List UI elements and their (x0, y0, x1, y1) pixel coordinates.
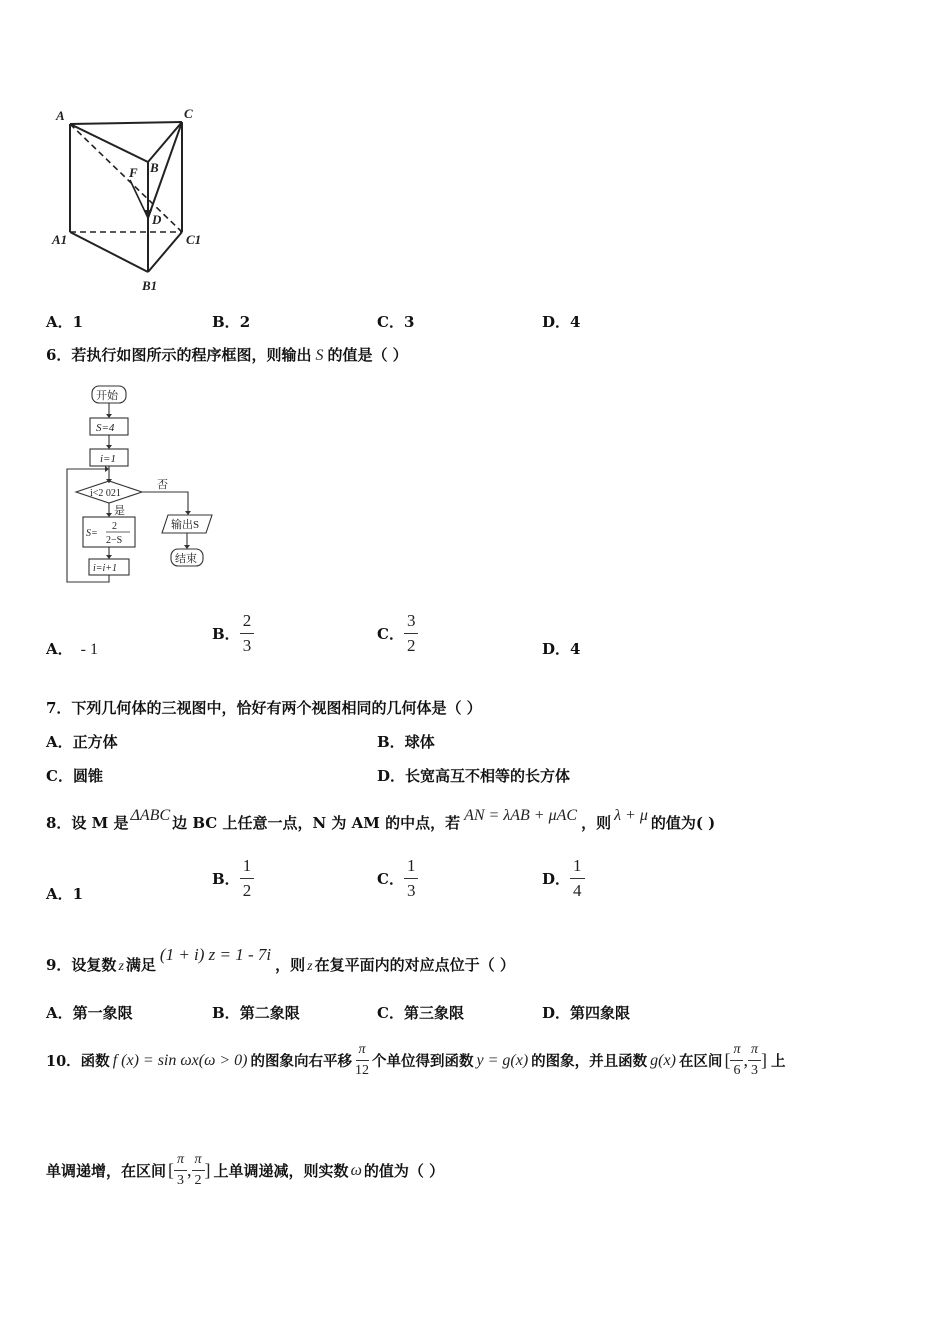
fc-no-text: 否 (157, 479, 168, 491)
q6-frac-b: $\frac{2}{3}$ (240, 611, 255, 655)
fc-incr-text: i=i+1 (93, 563, 118, 574)
label-c: C (184, 106, 193, 121)
q9-option-d[interactable]: D．第四象限 (542, 1004, 631, 1022)
fc-output-text: 输出S (171, 519, 200, 531)
fc-init-s-text: S=4 (96, 422, 115, 434)
q7-option-a[interactable]: A．正方体 (46, 733, 118, 751)
fc-cond-text: i<2 021 (90, 488, 121, 499)
fc-assign-lhs: S= (86, 528, 98, 539)
arrow-head-d (144, 210, 152, 220)
label-a: A (56, 108, 65, 123)
q6-option-d[interactable]: D．4 (542, 640, 581, 658)
fc-end-text: 结束 (175, 553, 197, 565)
q5-option-a[interactable]: A．1 (46, 313, 84, 331)
fc-yes-text: 是 (114, 505, 125, 517)
q10-stem-line1: 10．函数 f (x) = sin ωx(ω > 0) 的图象向右平移 $\frac{\pi}{12}$ 个单位得到函数 y = g(x) 的图象，并且函数 g(x) 在区间 [ $\frac{\pi}{6}$ , $\frac{\pi}{3}$ ] 上 (46, 1042, 786, 1079)
fc-assign-num: 2 (112, 521, 117, 532)
prism-figure (48, 104, 218, 299)
edge-a1b1 (70, 232, 148, 272)
q5-option-c[interactable]: C．3 (377, 313, 415, 331)
q8-option-a[interactable]: A．1 (46, 885, 84, 903)
edge-bc (148, 122, 182, 162)
q6-flowchart (62, 383, 222, 588)
q7-stem: 7．下列几何体的三视图中，恰好有两个视图相同的几何体是（ ） (46, 699, 482, 717)
label-b: B (150, 160, 159, 175)
edge-ac1-dashed (70, 124, 182, 232)
q7-option-c[interactable]: C．圆锥 (46, 767, 103, 785)
q10-interval2-b: $\frac{\pi}{2}$ (192, 1152, 205, 1189)
edge-b1c1 (148, 232, 182, 272)
fc-init-i-text: i=1 (100, 453, 116, 465)
q9-option-a[interactable]: A．第一象限 (46, 1004, 133, 1022)
q9-stem: 9．设复数 z 满足(1 + i) z = 1 - 7i，则 z 在复平面内的对应点位于（ ） (46, 945, 515, 974)
q8-frac-d: $\frac{1}{4}$ (570, 856, 585, 900)
q10-shift-frac: $\frac{\pi}{12}$ (355, 1042, 370, 1079)
edge-ac (70, 122, 182, 124)
q10-interval1-a: $\frac{\pi}{6}$ (730, 1042, 743, 1079)
label-d: D (152, 212, 162, 227)
q10-stem-line2: 单调递增，在区间 [ $\frac{\pi}{3}$ , $\frac{\pi}{2}$ ] 上单调递减，则实数 ω 的值为（ ） (46, 1152, 445, 1189)
q6-stem: 6．若执行如图所示的程序框图，则输出 S 的值是（ ） (46, 346, 408, 364)
q8-frac-b: $\frac{1}{2}$ (240, 856, 255, 900)
q8-frac-c: $\frac{1}{3}$ (404, 856, 419, 900)
label-c1: C1 (186, 232, 202, 247)
fc-start-text: 开始 (96, 390, 118, 402)
q8-stem: 8．设 M 是 ΔABC 边 BC 上任意一点，N 为 AM 的中点，若 AN = λAB + μAC ，则 λ + μ 的值为( ) (46, 807, 716, 832)
q9-option-c[interactable]: C．第三象限 (377, 1004, 464, 1022)
label-f: F (129, 165, 138, 180)
q10-interval2-a: $\frac{\pi}{3}$ (174, 1152, 187, 1189)
fc-assign-den: 2−S (106, 535, 123, 546)
q10-interval1-b: $\frac{\pi}{3}$ (748, 1042, 761, 1079)
q5-option-b[interactable]: B．2 (212, 313, 251, 331)
q9-option-b[interactable]: B．第二象限 (212, 1004, 300, 1022)
q7-option-d[interactable]: D．长宽高互不相等的长方体 (377, 767, 571, 785)
label-a1: A1 (52, 232, 68, 247)
q6-option-a[interactable]: A． - 1 (46, 640, 98, 658)
q7-option-b[interactable]: B．球体 (377, 733, 435, 751)
q8-option-b[interactable]: B． $\frac{1}{2}$ (212, 856, 254, 900)
label-b1: B1 (142, 278, 158, 293)
q6-frac-c: $\frac{3}{2}$ (404, 611, 419, 655)
q8-option-d[interactable]: D． $\frac{1}{4}$ (542, 856, 585, 900)
q6-option-c[interactable]: C． $\frac{3}{2}$ (377, 611, 418, 655)
q6-option-b[interactable]: B． $\frac{2}{3}$ (212, 611, 254, 655)
q8-option-c[interactable]: C． $\frac{1}{3}$ (377, 856, 418, 900)
q5-option-d[interactable]: D．4 (542, 313, 581, 331)
edge-ab (70, 124, 148, 162)
